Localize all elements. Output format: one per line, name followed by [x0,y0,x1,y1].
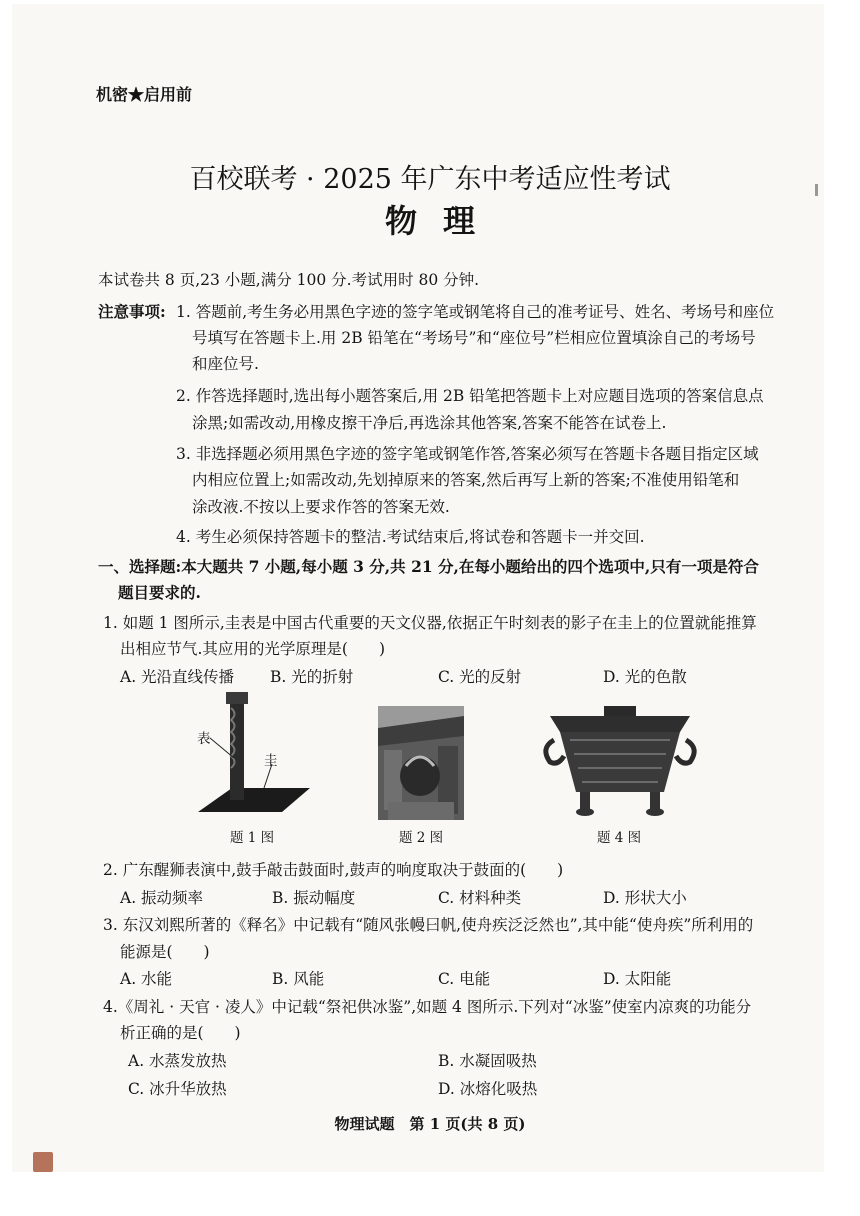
subject-title: 物理 [384,202,501,240]
figure-4-bronze-vessel [540,700,700,822]
question-1-stem: 1. 如题 1 图所示,圭表是中国古代重要的天文仪器,依据正午时刻表的影子在圭上的位置就能推算 [103,614,757,632]
figure-2-photo [378,706,464,820]
question-4-stem: 4.《周礼 · 天官 · 凌人》中记载“祭祀供冰鉴”,如题 4 图所示.下列对“冰鉴”使室内凉爽的功能分 [103,998,752,1016]
exam-title: 百校联考 · 2025 年广东中考适应性考试 [189,164,671,195]
scan-stain [33,1152,53,1172]
figure-1-label-gui: 圭 [264,753,278,769]
question-2-option-b: B. 振动幅度 [272,889,356,907]
question-2-option-d: D. 形状大小 [603,889,687,907]
question-4-option-b: B. 水凝固吸热 [438,1052,537,1070]
section-heading-cont: 题目要求的. [118,583,201,602]
page-footer: 物理试题 第 1 页(共 8 页) [334,1115,526,1133]
question-1-option-b: B. 光的折射 [270,668,354,686]
question-2-stem: 2. 广东醒狮表演中,鼓手敲击鼓面时,鼓声的响度取决于鼓面的( ) [103,861,564,879]
notice-line: 和座位号. [192,355,259,373]
figure-2-caption: 题 2 图 [399,830,444,846]
notice-line: 内相应位置上;如需改动,先划掉原来的答案,然后再写上新的答案;不准使用铅笔和 [192,471,740,489]
notice-line: 号填写在答题卡上.用 2B 铅笔在“考场号”和“座位号”栏相应位置填涂自己的考场号 [192,329,756,347]
notice-line: 3. 非选择题必须用黑色字迹的签字笔或钢笔作答,答案必须写在答题卡各题目指定区域 [176,445,759,463]
question-4-option-d: D. 冰熔化吸热 [438,1080,538,1098]
figure-4-caption: 题 4 图 [597,830,642,846]
question-1-stem-cont: 出相应节气.其应用的光学原理是( ) [120,640,386,658]
question-3-stem-cont: 能源是( ) [120,943,210,961]
question-3-option-c: C. 电能 [438,970,491,988]
question-4-option-a: A. 水蒸发放热 [128,1052,227,1070]
figure-1-label-biao: 表 [197,731,211,747]
notice-label: 注意事项: [98,302,166,321]
question-3-option-a: A. 水能 [120,970,173,988]
confidential-label: 机密★启用前 [96,85,193,104]
scan-mark [815,184,818,196]
question-1-option-c: C. 光的反射 [438,668,522,686]
question-2-option-c: C. 材料种类 [438,889,522,907]
notice-line: 1. 答题前,考生务必用黑色字迹的签字笔或钢笔将自己的准考证号、姓名、考场号和座位 [176,303,775,321]
notice-line: 4. 考生必须保持答题卡的整洁.考试结束后,将试卷和答题卡一并交回. [176,528,645,546]
intro-text: 本试卷共 8 页,23 小题,满分 100 分.考试用时 80 分钟. [98,271,480,289]
notice-line: 2. 作答选择题时,选出每小题答案后,用 2B 铅笔把答题卡上对应题目选项的答案信息点 [176,387,764,405]
question-4-stem-cont: 析正确的是( ) [120,1024,241,1042]
figure-1-gnomon [190,688,320,818]
section-heading: 一、选择题:本大题共 7 小题,每小题 3 分,共 21 分,在每小题给出的四个选项中,只有一项是符合 [98,557,759,576]
figure-1-caption: 题 1 图 [230,830,275,846]
question-3-option-b: B. 风能 [272,970,325,988]
question-2-option-a: A. 振动频率 [120,889,204,907]
notice-line: 涂改液.不按以上要求作答的答案无效. [192,498,450,516]
question-1-option-d: D. 光的色散 [603,668,687,686]
question-3-stem: 3. 东汉刘熙所著的《释名》中记载有“随风张幔曰帆,使舟疾泛泛然也”,其中能“使舟疾”所利用的 [103,916,754,934]
question-4-option-c: C. 冰升华放热 [128,1080,227,1098]
question-3-option-d: D. 太阳能 [603,970,672,988]
question-1-option-a: A. 光沿直线传播 [120,668,235,686]
notice-line: 涂黑;如需改动,用橡皮擦干净后,再选涂其他答案,答案不能答在试卷上. [192,414,667,432]
